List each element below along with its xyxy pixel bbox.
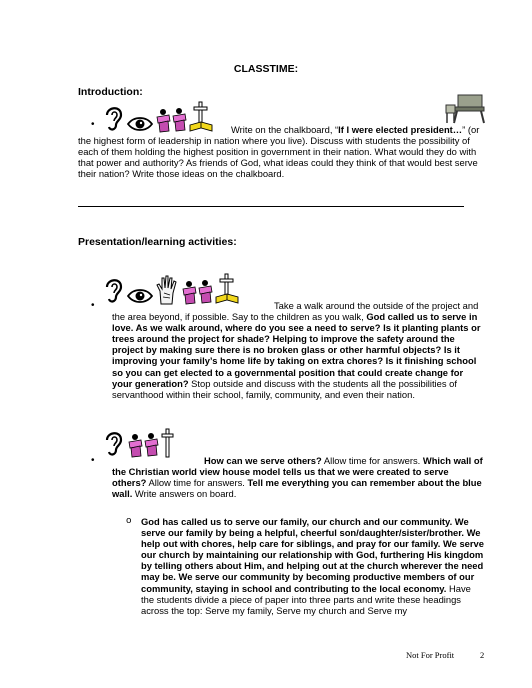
bullet-marker: • <box>91 119 95 130</box>
intro-bold-text: If I were elected president… <box>338 124 463 135</box>
sub-bullet-marker: o <box>126 516 132 526</box>
item1-bold-text: God called us to serve in love. As we walk around, where do you see a need to serve? Is it planting plants or trees around the project for shade? Helping to improve the safety around the project by making sure there is no broken glass or other harmful objects? Is it improving your family’s home life by taking on extra chores? Is it finishing school so you can get elected to a governmental position that could create change for your generation? <box>112 311 481 389</box>
item2-bold-question: How can we serve others? <box>204 455 322 466</box>
item1-rest-text: Stop outside and discuss with the students all the possibilities of servanthood within their school, family, community, and even their nation. <box>112 377 457 400</box>
item2-text1: Allow time for answers. <box>321 455 423 466</box>
cross-icon <box>161 428 175 458</box>
presentation-heading: Presentation/learning activities: <box>78 236 237 248</box>
footer-label: Not For Profit <box>406 650 455 660</box>
page-title: CLASSTIME: <box>233 63 299 75</box>
bullet-marker: • <box>91 300 95 311</box>
item2-text3: Write answers on board. <box>132 488 237 500</box>
desk-chalkboard-icon <box>444 93 490 125</box>
item2-text2: Allow time for answers. <box>146 477 248 489</box>
sub1-rest-text: Have the students divide a piece of paper into three parts and write these headings across the top: Serve my family, Serve my church and Serve my <box>141 582 471 616</box>
item2-icon-row <box>103 428 175 458</box>
item1-lead-text: Take a walk around the outside of the project and the area beyond, if possible. Say to the children as you walk, <box>112 300 479 323</box>
section-divider <box>78 206 464 207</box>
item1-paragraph <box>112 300 484 400</box>
intro-rest-text: ” (or the highest form of leadership in nation where you live). Discuss with students the possibility of each of them holding the highest position in government in their nation. What would they do with that power and authority? As friends of God, what ideas could they think of that would best serve their nation? Write those ideas on the chalkboard. <box>78 124 480 180</box>
page-number: 2 <box>480 650 485 660</box>
item2-bold-blue-wall: Tell me everything you can remember about the blue wall. <box>112 477 482 500</box>
intro-lead-text: Write on the chalkboard, “ <box>231 124 339 135</box>
item2-bold-wall-question: Which wall of the Christian world view house model tells us that we were created to serve others? <box>112 455 483 489</box>
ear-icon <box>103 428 125 458</box>
intro-paragraph <box>78 124 484 179</box>
introduction-heading: Introduction: <box>78 86 143 98</box>
sub1-bold-text: God has called us to serve our family, our church and our community. We serve our family by being a helpful, cheerful son/daughter/sister/brother. We help out with chores, help care for siblings, and pray for our family. We serve our church by maintaining our relationship with God, furthering His kingdom by telling others about Him, and helping out at the church wherever the need may be. We serve our community by becoming productive members of our community, staying in school and contributing to the local economy. <box>141 516 484 594</box>
sub1-paragraph <box>141 516 485 616</box>
bullet-marker: • <box>91 455 95 466</box>
item2-paragraph <box>112 455 484 499</box>
